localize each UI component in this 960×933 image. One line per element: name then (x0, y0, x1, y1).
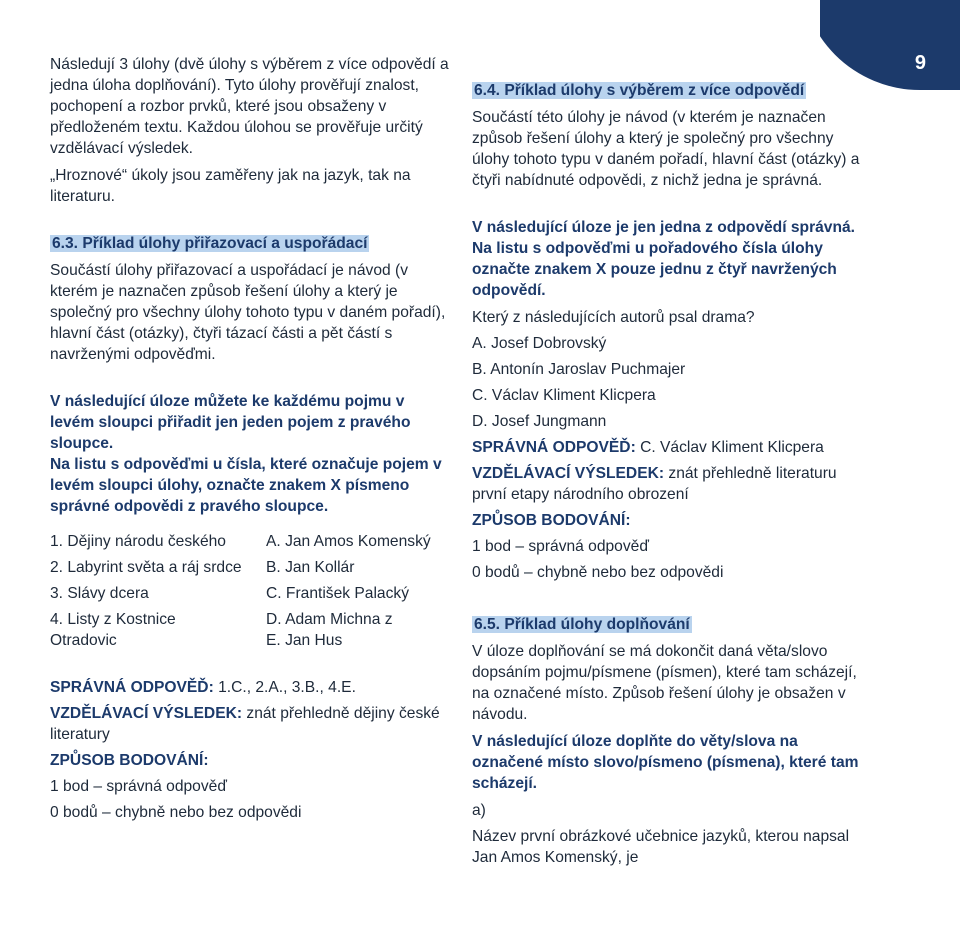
scoring-line-2: 0 bodů – chybně nebo bez odpovědi (472, 564, 724, 581)
outcome-value: znát přehledně dějiny české literatury (50, 705, 440, 743)
corner-shape (820, 0, 960, 90)
section-heading-6-3: 6.3. Příklad úlohy přiřazovací a uspořádací (52, 235, 368, 252)
option-b: B. Antonín Jaroslav Puchmajer (472, 361, 686, 378)
scoring-label: ZPŮSOB BODOVÁNÍ: (472, 512, 631, 529)
pair-left: 3. Slávy dcera (50, 585, 149, 602)
section-heading-6-4: 6.4. Příklad úlohy s výběrem z více odpovědí (474, 82, 805, 99)
pair-left: 1. Dějiny národu českého (50, 533, 226, 550)
option-a: A. Josef Dobrovský (472, 335, 607, 352)
scoring-line-1: 1 bod – správná odpověď (472, 538, 649, 555)
scoring-line-2: 0 bodů – chybně nebo bez odpovědi (50, 804, 302, 821)
answer-label: SPRÁVNÁ ODPOVĚĎ: (472, 439, 636, 456)
option-c: C. Václav Kliment Klicpera (472, 387, 656, 404)
answer-value: C. Václav Kliment Klicpera (635, 439, 824, 456)
section-text-6-5: V úloze doplňování se má dokončit daná věta/slovo dopsáním pojmu/písmene (písmen), které tam scházejí, na označené místo. Způsob řešení úlohy je obsažen v návodu. (472, 643, 857, 723)
item-text: Název první obrázkové učebnice jazyků, kterou napsal Jan Amos Komenský, je (472, 828, 850, 866)
right-column (472, 80, 872, 868)
pair-left: 4. Listy z Kostnice Otradovic (50, 611, 176, 649)
pair-left: 2. Labyrint světa a ráj srdce (50, 559, 242, 576)
section-text-6-3: Součástí úlohy přiřazovací a uspořádací je návod (v kterém je naznačen způsob řešení úlohy a který je společný pro všechny úlohy tohoto typu v daném pořadí), hlavní část (otázky), čtyři tázací části a pět částí s navrženými odpověďmi. (50, 262, 446, 363)
outcome-label: VZDĚLÁVACÍ VÝSLEDEK: (472, 465, 665, 482)
scoring-label: ZPŮSOB BODOVÁNÍ: (50, 752, 209, 769)
intro-paragraph: Následují 3 úlohy (dvě úlohy s výběrem z více odpovědí a jedna úloha doplňování). Tyto úlohy prověřují znalost, pochopení a rozbor prvků, které jsou obsaženy v předloženém textu. Každou úlohou se prověřuje určitý vzdělávací výsledek. (50, 56, 449, 157)
pair-right: D. Adam Michna z E. Jan Hus (266, 611, 393, 649)
instruction-2: Na listu s odpověďmi u čísla, které označuje pojem v levém sloupci úlohy, označte znakem X písmeno správné odpovědi z pravého sloupce. (50, 456, 442, 515)
question: Který z následujících autorů psal drama? (472, 309, 755, 326)
left-column (50, 54, 450, 828)
pair-right: B. Jan Kollár (266, 559, 355, 576)
answer-line (50, 677, 450, 698)
instruction-1: V následující úloze můžete ke každému pojmu v levém sloupci přiřadit jen jeden pojem z pravého sloupce. (50, 393, 411, 452)
matching-pairs (50, 531, 450, 651)
page-number: 9 (914, 52, 926, 74)
item-letter: a) (472, 802, 486, 819)
answer-line (472, 437, 872, 458)
outcome-value: znát přehledně literaturu první etapy národního obrození (472, 465, 837, 503)
pair-right: A. Jan Amos Komenský (266, 533, 431, 550)
instruction-2: Na listu s odpověďmi u pořadového čísla úlohy označte znakem X pouze jednu z čtyř navržených odpovědí. (472, 240, 837, 299)
section-heading-6-5: 6.5. Příklad úlohy doplňování (474, 616, 690, 633)
outcome-line (50, 703, 450, 745)
answer-label: SPRÁVNÁ ODPOVĚĎ: (50, 679, 214, 696)
option-d: D. Josef Jungmann (472, 413, 607, 430)
outcome-label: VZDĚLÁVACÍ VÝSLEDEK: (50, 705, 243, 722)
instruction-3: V následující úloze doplňte do věty/slova na označené místo slovo/písmeno (písmena), které tam scházejí. (472, 733, 859, 792)
section-text-6-4: Součástí této úlohy je návod (v kterém je naznačen způsob řešení úlohy a který je společný pro všechny úlohy tohoto typu v daném pořadí, hlavní část (otázky) a čtyři nabídnuté odpovědi, z nichž jedna je správná. (472, 109, 860, 189)
instruction-1: V následující úloze je jen jedna z odpovědí správná. (472, 219, 856, 236)
pair-right: C. František Palacký (266, 585, 409, 602)
outcome-line (472, 463, 872, 505)
answer-value: 1.C., 2.A., 3.B., 4.E. (213, 679, 356, 696)
intro-paragraph-2: „Hroznové“ úkoly jsou zaměřeny jak na jazyk, tak na literaturu. (50, 167, 411, 205)
scoring-line-1: 1 bod – správná odpověď (50, 778, 227, 795)
